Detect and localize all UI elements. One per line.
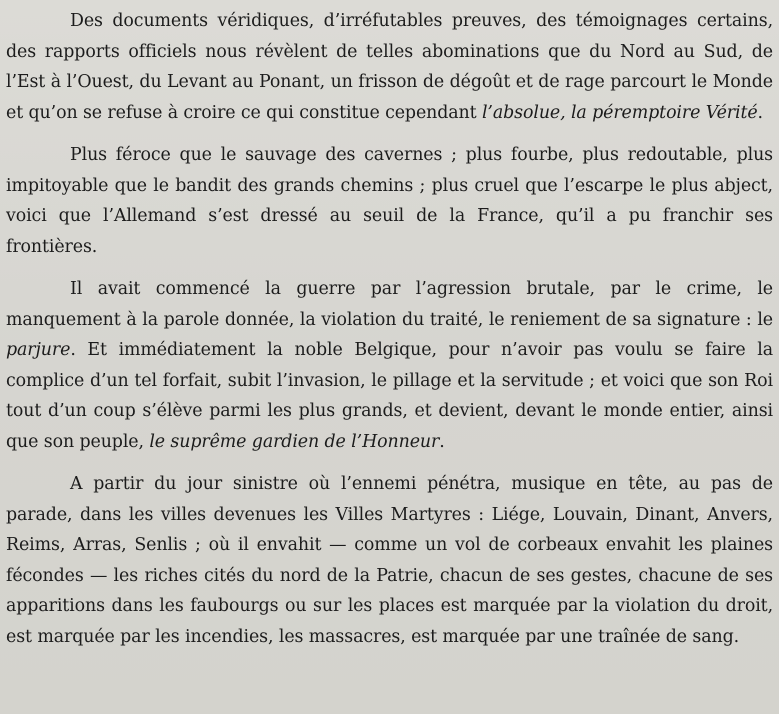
paragraph-3-middle: . Et immédiatement la noble Belgique, pour n’avoir pas voulu se faire la complice d’un tel forfait, subit l’invasion, le pillage et la servitude ; et voici que son Roi tout d’un coup s’élève parmi les plus grands, et devient, devant le monde entier, ainsi que son peuple, <box>6 340 773 452</box>
paragraph-3-end: . <box>439 431 445 452</box>
paragraph-2-text: Plus féroce que le sauvage des cavernes ; plus fourbe, plus redoutable, plus impitoyable que le bandit des grands chemins ; plus cruel que l’escarpe le plus abject, voici que l’Allemand s’est dressé au seuil de la France, qu’il a pu franchir ses frontières. <box>6 145 773 257</box>
paragraph-1-text: Des documents véridiques, d’irréfutables preuves, des témoignages certains, des rapports officiels nous révèlent de telles abominations que du Nord au Sud, de l’Est à l’Ouest, du Levant au Ponant, un frisson de dégoût et de rage parcourt le Monde et qu’on se refuse à croire ce qui constitue cependant <box>6 11 773 123</box>
paragraph-4-text: A partir du jour sinistre où l’ennemi pénétra, musique en tête, au pas de parade, dans les villes devenues les Villes Martyres : Liége, Louvain, Dinant, Anvers, Reims, Arras, Senlis ; où il envahit — comme un vol de corbeaux envahit les plaines fécondes — les riches cités du nord de la Patrie, chacun de ses gestes, chacune de ses apparitions dans les faubourgs ou sur les places est marquée par la violation du droit, est marquée par les incendies, les massacres, est marquée par une traînée de sang. <box>6 474 773 647</box>
paragraph-1 <box>6 6 773 128</box>
paragraph-2 <box>6 140 773 262</box>
paragraph-3-emphasis: parjure <box>6 340 71 360</box>
paragraph-3-text: Il avait commencé la guerre par l’agression brutale, par le crime, le manquement à la parole donnée, la violation du traité, le reniement de sa signature : le <box>6 279 773 330</box>
paragraph-1-end: . <box>757 102 763 123</box>
paragraph-3 <box>6 274 773 457</box>
paragraph-3-emphasis-2: le suprême gardien de l’Honneur <box>149 431 440 452</box>
paragraph-4 <box>6 469 773 652</box>
paragraph-1-emphasis: l’absolue, la péremptoire Vérité <box>481 102 758 123</box>
